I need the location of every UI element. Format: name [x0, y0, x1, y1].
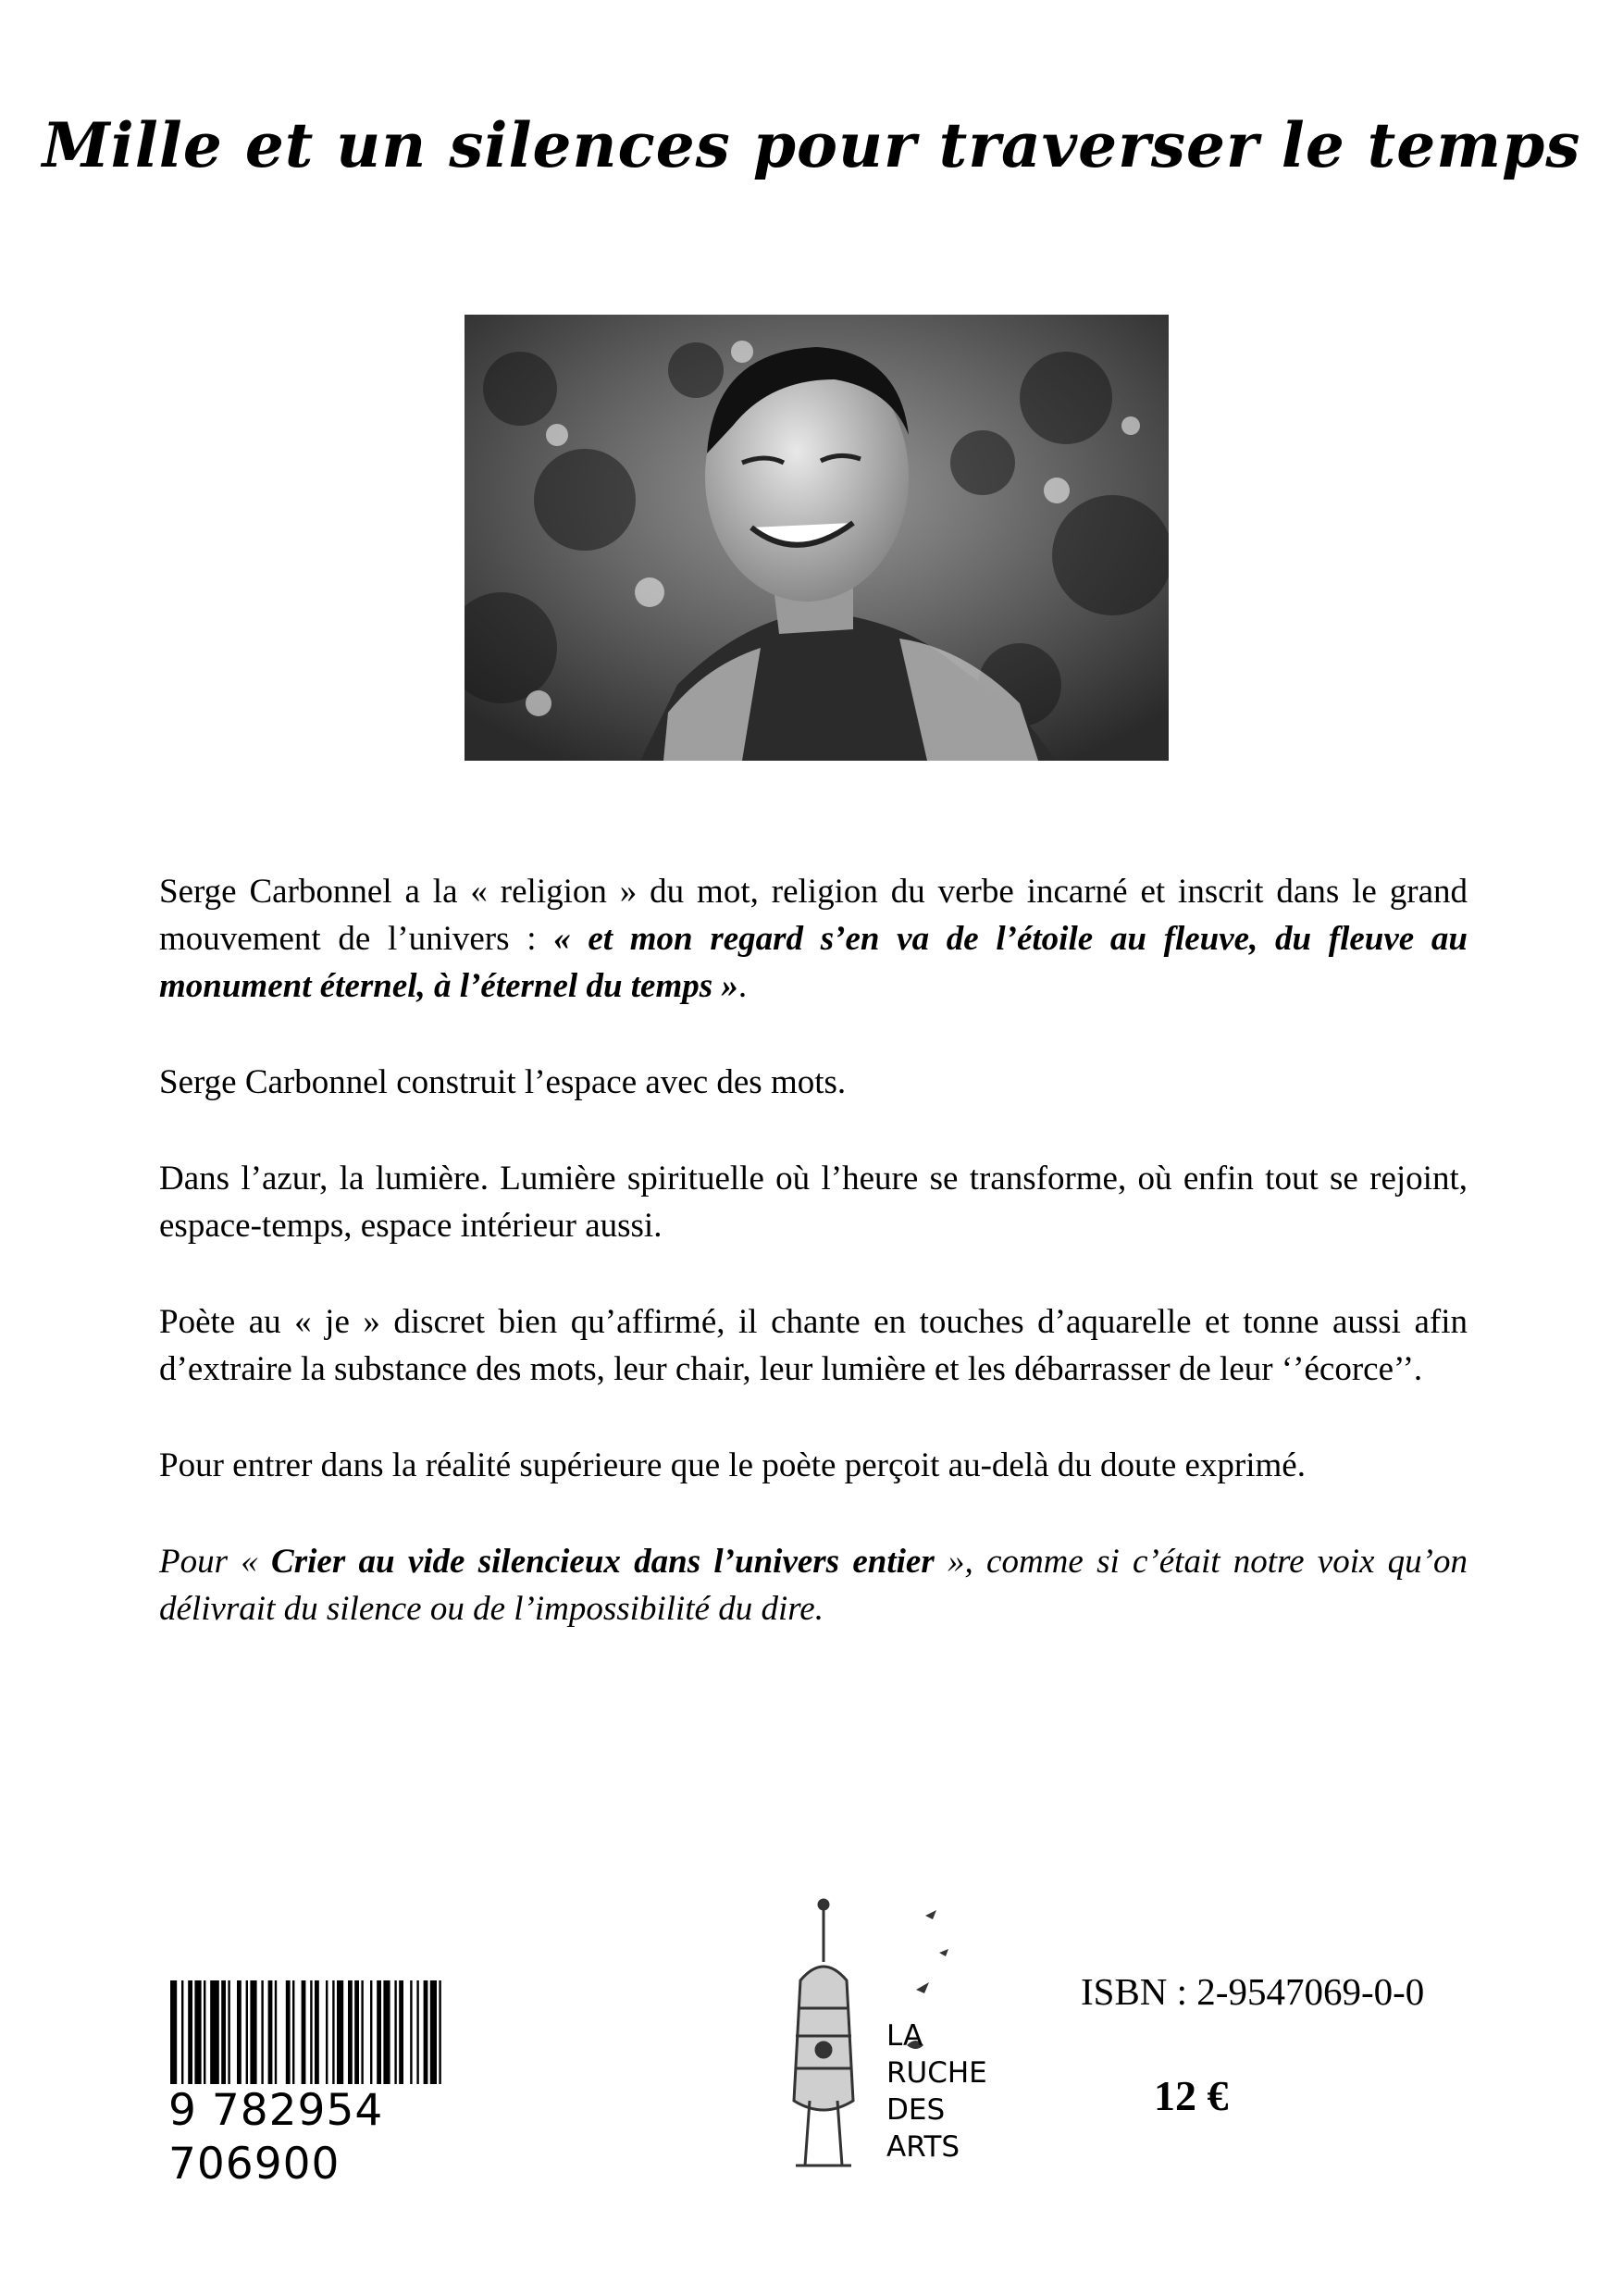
paragraph-1-quote: « et mon regard s’en va de l’étoile au fleuve, du fleuve au monument éternel, à l’éternel du temps » — [159, 920, 1468, 1005]
paragraph-6-quote: Crier au vide silencieux dans l’univers entier — [271, 1543, 935, 1581]
book-title: Mille et un silences pour traverser le temps — [42, 109, 1581, 181]
publisher-line-2: RUCHE — [886, 2056, 987, 2090]
barcode-digits: 9 782954 706900 — [165, 2084, 570, 2191]
author-photo — [465, 315, 1169, 761]
isbn-label: ISBN : 2-9547069-0-0 — [1081, 1970, 1425, 2013]
publisher-line-3: DES — [886, 2093, 946, 2127]
paragraph-6-start: Pour « — [159, 1543, 272, 1581]
paragraph-4: Poète au « je » discret bien qu’affirmé, il chante en touches d’aquarelle et tonne aussi afin d’extraire la substance des mots, leur chair, leur lumière et les débarrasser de leur ‘’écorce’’. — [159, 1303, 1468, 1388]
paragraph-2: Serge Carbonnel construit l’espace avec des mots. — [159, 1063, 847, 1101]
paragraph-3: Dans l’azur, la lumière. Lumière spirituelle où l’heure se transforme, où enfin tout se rejoint, espace-temps, espace intérieur aussi. — [159, 1160, 1468, 1245]
back-cover-text — [159, 868, 1468, 1632]
publisher-line-1: LA — [886, 2019, 923, 2053]
paragraph-1 — [159, 868, 1468, 1010]
paragraph-6-end: », comme si c’était notre voix qu’on délivrait du silence ou de l’impossibilité du dire. — [159, 1543, 1468, 1628]
paragraph-1-text: Serge Carbonnel a la « religion » du mot, religion du verbe incarné et inscrit dans le grand mouvement de l’univers : — [159, 873, 1468, 958]
paragraph-6 — [159, 1538, 1468, 1632]
publisher-logo-text — [886, 2017, 987, 2166]
paragraph-5: Pour entrer dans la réalité supérieure que le poète perçoit au-delà du doute exprimé. — [159, 1446, 1306, 1484]
price-label: 12 € — [1154, 2072, 1229, 2119]
paragraph-1-end: . — [737, 967, 748, 1005]
publisher-line-4: ARTS — [886, 2130, 960, 2164]
author-portrait-photo — [465, 315, 1169, 761]
